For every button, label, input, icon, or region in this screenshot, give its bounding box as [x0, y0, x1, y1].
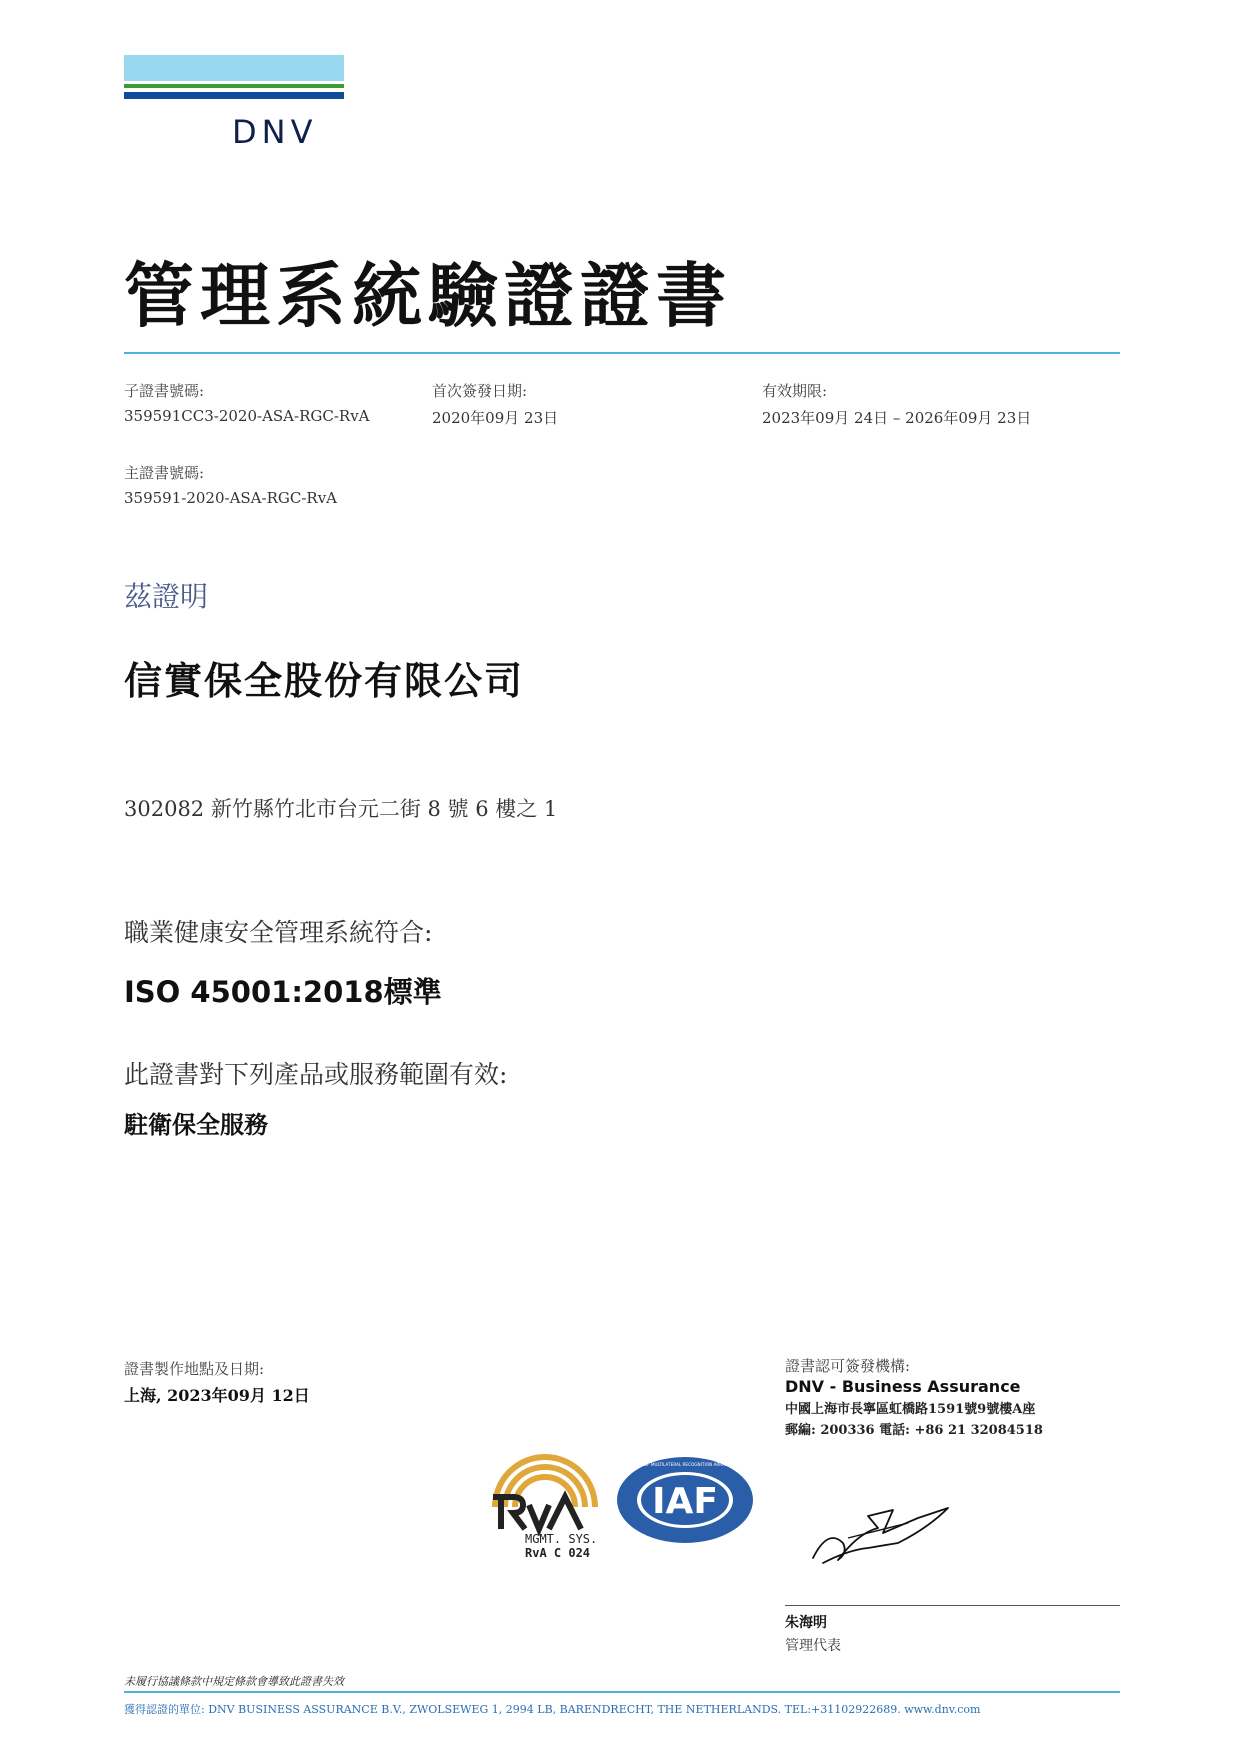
conformity-label: 職業健康安全管理系統符合:: [124, 918, 433, 947]
signature: [808, 1488, 958, 1568]
signature-line: [785, 1605, 1120, 1606]
hereby-certify: 茲證明: [124, 580, 209, 613]
scope-value: 駐衛保全服務: [124, 1111, 268, 1139]
rva-accreditation-logo: [487, 1445, 612, 1560]
first-issue-label: 首次簽發日期:: [432, 382, 528, 400]
page-title: 管理系統驗證證書: [124, 255, 732, 337]
logo-band-green: [124, 84, 344, 88]
sub-number: 359591CC3-2020-ASA-RGC-RvA: [124, 407, 370, 425]
logo-text: DNV: [232, 113, 318, 151]
place-date-label: 證書製作地點及日期:: [124, 1360, 265, 1378]
logo-band-light: [124, 55, 344, 81]
standard-name: ISO 45001:2018標準: [124, 975, 442, 1009]
first-issue-date: 2020年09月 23日: [432, 409, 559, 427]
rva-line1: MGMT. SYS.: [525, 1532, 598, 1546]
accredited-unit-label: 證書認可簽發機構:: [785, 1357, 911, 1375]
iaf-logo: [615, 1455, 755, 1545]
bottom-divider: [124, 1691, 1120, 1693]
iaf-ring-text: MEMBER OF MULTILATERAL RECOGNITION ARRANGEMENT: [624, 1462, 746, 1467]
top-divider: [124, 352, 1120, 354]
main-number: 359591-2020-ASA-RGC-RvA: [124, 489, 338, 507]
accredited-unit-org: DNV - Business Assurance: [785, 1377, 1021, 1396]
iaf-text: IAF: [652, 1481, 718, 1522]
scope-label: 此證書對下列產品或服務範圍有效:: [124, 1060, 508, 1089]
dnv-logo: [124, 55, 344, 155]
main-number-label: 主證書號碼:: [124, 464, 205, 482]
footer-note: 未履行協議條款中規定條款會導致此證書失效: [124, 1675, 344, 1688]
validity-period: 2023年09月 24日 – 2026年09月 23日: [762, 409, 1032, 427]
accredited-unit-address: 中國上海市長寧區虹橋路1591號9號樓A座: [785, 1402, 1036, 1417]
company-name: 信實保全股份有限公司: [124, 659, 525, 703]
signer-title: 管理代表: [785, 1638, 841, 1654]
place-date: 上海, 2023年09月 12日: [124, 1386, 310, 1405]
signer-name: 朱海明: [785, 1615, 827, 1631]
validity-label: 有效期限:: [762, 382, 828, 400]
rva-line2: RvA C 024: [525, 1546, 591, 1560]
accredited-unit-contact: 郵編: 200336 電話: +86 21 32084518: [785, 1423, 1043, 1438]
logo-band-blue: [124, 92, 344, 99]
sub-number-label: 子證書號碼:: [124, 382, 205, 400]
footer-address: 獲得認證的單位: DNV BUSINESS ASSURANCE B.V., ZWOLSEWEG 1, 2994 LB, BARENDRECHT, THE NETHERLANDS. TEL:+31102922689. www.dnv.com: [124, 1703, 981, 1716]
company-address: 302082 新竹縣竹北市台元二街 8 號 6 樓之 1: [124, 797, 558, 821]
